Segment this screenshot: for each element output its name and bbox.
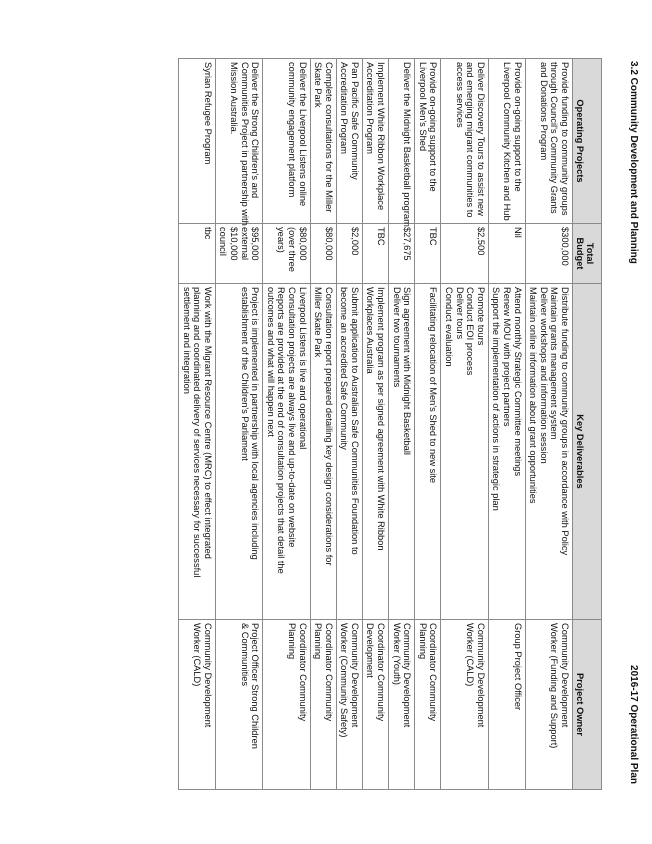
section-title: 3.2 Community Development and Planning [628, 61, 639, 264]
cell-key-deliverables-line: become an accredited Safe Community [339, 287, 350, 450]
cell-total-budget [263, 224, 310, 284]
cell-project-owner-line: Coordinator Community [297, 623, 308, 722]
cell-operating-project-line: access services [454, 62, 465, 128]
cell-total-budget [389, 224, 415, 284]
header-operating-projects: Operating Projects [573, 59, 602, 224]
cell-operating-project [310, 59, 336, 224]
cell-project-owner [488, 620, 525, 790]
cell-project-owner [415, 620, 441, 790]
cell-project-owner-line: Group Project Officer [512, 623, 523, 711]
cell-operating-project [389, 59, 415, 227]
cell-key-deliverables-line: Deliver tours [454, 287, 465, 340]
cell-total-budget-line: TBC [376, 227, 387, 246]
cell-key-deliverables [215, 284, 262, 620]
cell-project-owner-line: Worker (Community Safety) [339, 623, 350, 738]
cell-key-deliverables-line: outcomes and what will happen next [265, 287, 276, 437]
cell-total-budget [362, 224, 388, 284]
cell-project-owner-line: Community Development [202, 623, 213, 728]
cell-project-owner [525, 620, 572, 790]
cell-project-owner-line: Worker (Youth) [391, 623, 402, 686]
cell-operating-project-line: Implement White Ribbon Workplace [376, 62, 387, 211]
cell-total-budget-line: years) [276, 227, 287, 253]
cell-key-deliverables-line: Miller Skate Park [313, 287, 324, 358]
cell-key-deliverables [415, 284, 441, 620]
cell-total-budget [488, 224, 525, 284]
cell-operating-project-line: and Donations Program [538, 62, 549, 161]
cell-total-budget-line: $2,500 [475, 227, 486, 256]
cell-operating-project-line: Mission Australia. [228, 62, 239, 135]
cell-project-owner-line: Worker (CALD) [192, 623, 203, 687]
cell-operating-project-line: Deliver Discovery Tours to assist new [475, 62, 486, 216]
cell-project-owner-line: Development [365, 623, 376, 678]
cell-operating-project-line: Liverpool Men's Shed [417, 62, 428, 152]
cell-total-budget [415, 224, 441, 284]
cell-key-deliverables-line: Support the implementation of actions in strategic plan [491, 287, 502, 511]
cell-total-budget-line: (over three [286, 227, 297, 272]
cell-total-budget-line: $80,000 [323, 227, 334, 261]
cell-project-owner-line: Community Development [402, 623, 413, 728]
cell-key-deliverables [263, 284, 310, 620]
cell-key-deliverables-line: Project is implemented in partnership with local agencies including [250, 287, 261, 560]
cell-total-budget-line: Nil [512, 227, 523, 238]
cell-operating-project-line: Liverpool Community Kitchen and Hub [502, 62, 513, 221]
cell-key-deliverables-line: Consultation projects are always live and up-to-date on website [286, 287, 297, 548]
cell-operating-project [215, 59, 262, 224]
cell-total-budget [336, 224, 362, 284]
cell-project-owner [310, 620, 336, 790]
header-project-owner: Project Owner [573, 620, 602, 790]
cell-total-budget [215, 224, 262, 284]
cell-project-owner [179, 620, 216, 790]
cell-operating-project [263, 59, 310, 224]
cell-project-owner-line: Project Officer Strong Children [250, 623, 261, 749]
cell-project-owner-line: Coordinator Community [428, 623, 439, 722]
cell-key-deliverables [310, 284, 336, 620]
cell-total-budget-line: $300,000 [560, 227, 570, 266]
cell-key-deliverables-line: Maintain grants management system [549, 287, 560, 440]
cell-key-deliverables-line: Deliver workshops and information session [538, 287, 549, 464]
cell-project-owner-line: & Communities [239, 623, 250, 687]
cell-total-budget-line: council [218, 227, 229, 256]
table-row [415, 59, 441, 790]
cell-operating-project-line: through Council's Community Grants [549, 62, 560, 214]
cell-operating-project [415, 59, 441, 224]
cell-operating-project-line: Accreditation Program [365, 62, 376, 154]
cell-project-owner-line: Community Development [475, 623, 486, 728]
table-body [179, 59, 573, 790]
cell-operating-project-line: Syrian Refugee Program [202, 62, 213, 165]
cell-operating-project-line: community engagement platform [286, 62, 297, 198]
cell-project-owner-line: Worker (CALD) [465, 623, 476, 687]
cell-key-deliverables-line: Reports are provided at the end of consultation projects that detail the [276, 287, 287, 574]
cell-operating-project-line: Provide funding to community groups [560, 62, 570, 216]
cell-project-owner [215, 620, 262, 790]
cell-key-deliverables [441, 284, 488, 620]
cell-operating-project-line: Provide on-going support to the [428, 62, 439, 192]
operating-projects-table [178, 58, 602, 790]
table-row [336, 59, 362, 790]
cell-key-deliverables-line: Sign agreement with Midnight Basketball [402, 287, 413, 455]
cell-project-owner-line: Coordinator Community [376, 623, 387, 722]
cell-key-deliverables-line: Submit application to Australian Safe Communities Foundation to [349, 287, 360, 555]
cell-total-budget [310, 224, 336, 284]
table-row [215, 59, 262, 790]
cell-key-deliverables [389, 284, 415, 620]
cell-operating-project [336, 59, 362, 224]
table-row [179, 59, 216, 790]
header-total-budget: Total Budget [573, 224, 602, 284]
cell-key-deliverables-line: Renew MOU with project partners [502, 287, 513, 427]
cell-operating-project-line: Provide on-going support to the [512, 62, 523, 192]
cell-operating-project-line: Deliver the Midnight Basketball program [402, 62, 413, 227]
cell-operating-project-line: Skate Park [313, 62, 324, 108]
table-row [362, 59, 388, 790]
table-row [525, 59, 572, 790]
cell-key-deliverables-line: Deliver two tournaments [391, 287, 402, 388]
cell-project-owner-line: Planning [313, 623, 324, 660]
cell-key-deliverables-line: establishment of the Children's Parliament [239, 287, 250, 461]
cell-key-deliverables-line: Workplaces Australia [365, 287, 376, 374]
table-row [263, 59, 310, 790]
cell-project-owner [441, 620, 488, 790]
cell-key-deliverables-line: planning and coordinated delivery of services necessary for successful [192, 287, 203, 578]
cell-key-deliverables-line: Liverpool Listens is live and operational [297, 287, 308, 450]
cell-key-deliverables-line: Work with the Migrant Resource Centre (MRC) to effect integrated [202, 287, 213, 559]
cell-project-owner-line: Planning [417, 623, 428, 660]
cell-project-owner-line: Community Development [349, 623, 360, 728]
table-header-row [573, 59, 602, 790]
cell-key-deliverables-line: Facilitating relocation of Men's Shed to new site [428, 287, 439, 484]
cell-project-owner [336, 620, 362, 790]
cell-total-budget [179, 224, 216, 284]
cell-total-budget-line: $95,000 [250, 227, 261, 261]
cell-project-owner [362, 620, 388, 790]
cell-key-deliverables-line: Attend monthly Strategic Committee meetings [512, 287, 523, 477]
cell-total-budget-line: $2,000 [349, 227, 360, 256]
cell-project-owner-line: Worker (Funding and Support) [549, 623, 560, 749]
cell-key-deliverables-line: Maintain online information about grant opportunities [528, 287, 539, 504]
cell-total-budget-line: tbc [202, 227, 213, 240]
table-row [310, 59, 336, 790]
cell-operating-project-line: Accreditation Program [339, 62, 350, 154]
cell-operating-project [488, 59, 525, 224]
cell-operating-project-line: Communities Project in partnership with [239, 62, 250, 226]
cell-total-budget-line: $27,675 [402, 227, 413, 261]
plan-title: 2016-17 Operational Plan [628, 665, 639, 784]
cell-project-owner-line: Planning [286, 623, 297, 660]
cell-key-deliverables [488, 284, 525, 620]
cell-key-deliverables-line: Conduct evaluation [444, 287, 455, 367]
table-row [488, 59, 525, 790]
cell-total-budget [525, 224, 572, 284]
cell-operating-project [179, 59, 216, 224]
cell-operating-project-line: Deliver the Strong Children's and [250, 62, 261, 199]
cell-project-owner [263, 620, 310, 790]
cell-operating-project [362, 59, 388, 224]
cell-key-deliverables [179, 284, 216, 620]
cell-operating-project-line: and emerging migrant communities to [465, 62, 476, 218]
header-key-deliverables: Key Deliverables [573, 284, 602, 620]
cell-operating-project-line: Complete consultations for the Miller [323, 62, 334, 213]
cell-total-budget [441, 224, 488, 284]
cell-operating-project [525, 59, 572, 224]
cell-operating-project-line: Deliver the Liverpool Listens online [297, 62, 308, 207]
cell-total-budget-line: $10,000 [228, 227, 239, 261]
table-row [389, 59, 415, 790]
cell-project-owner-line: Coordinator Community [323, 623, 334, 722]
cell-key-deliverables [525, 284, 572, 620]
cell-key-deliverables [336, 284, 362, 620]
cell-total-budget-line: TBC [428, 227, 439, 246]
cell-project-owner-line: Community Development [560, 623, 570, 728]
cell-key-deliverables-line: Conduct EOI process [465, 287, 476, 376]
cell-operating-project-line: Pan Pacific Safe Community [349, 62, 360, 180]
cell-total-budget-line: external [239, 227, 250, 261]
cell-key-deliverables-line: Consultation report prepared detailing key design considerations for [323, 287, 334, 566]
cell-project-owner [389, 620, 415, 790]
table-row [441, 59, 488, 790]
cell-key-deliverables-line: settlement and integration [181, 287, 192, 394]
cell-key-deliverables-line: Promote tours [475, 287, 486, 346]
cell-operating-project [441, 59, 488, 224]
cell-total-budget-line: $80,000 [297, 227, 308, 261]
cell-key-deliverables-line: Distribute funding to community groups in accordance with Policy [560, 287, 570, 556]
cell-key-deliverables-line: Implement program as per signed agreement with White Ribbon [376, 287, 387, 551]
cell-key-deliverables [362, 284, 388, 620]
